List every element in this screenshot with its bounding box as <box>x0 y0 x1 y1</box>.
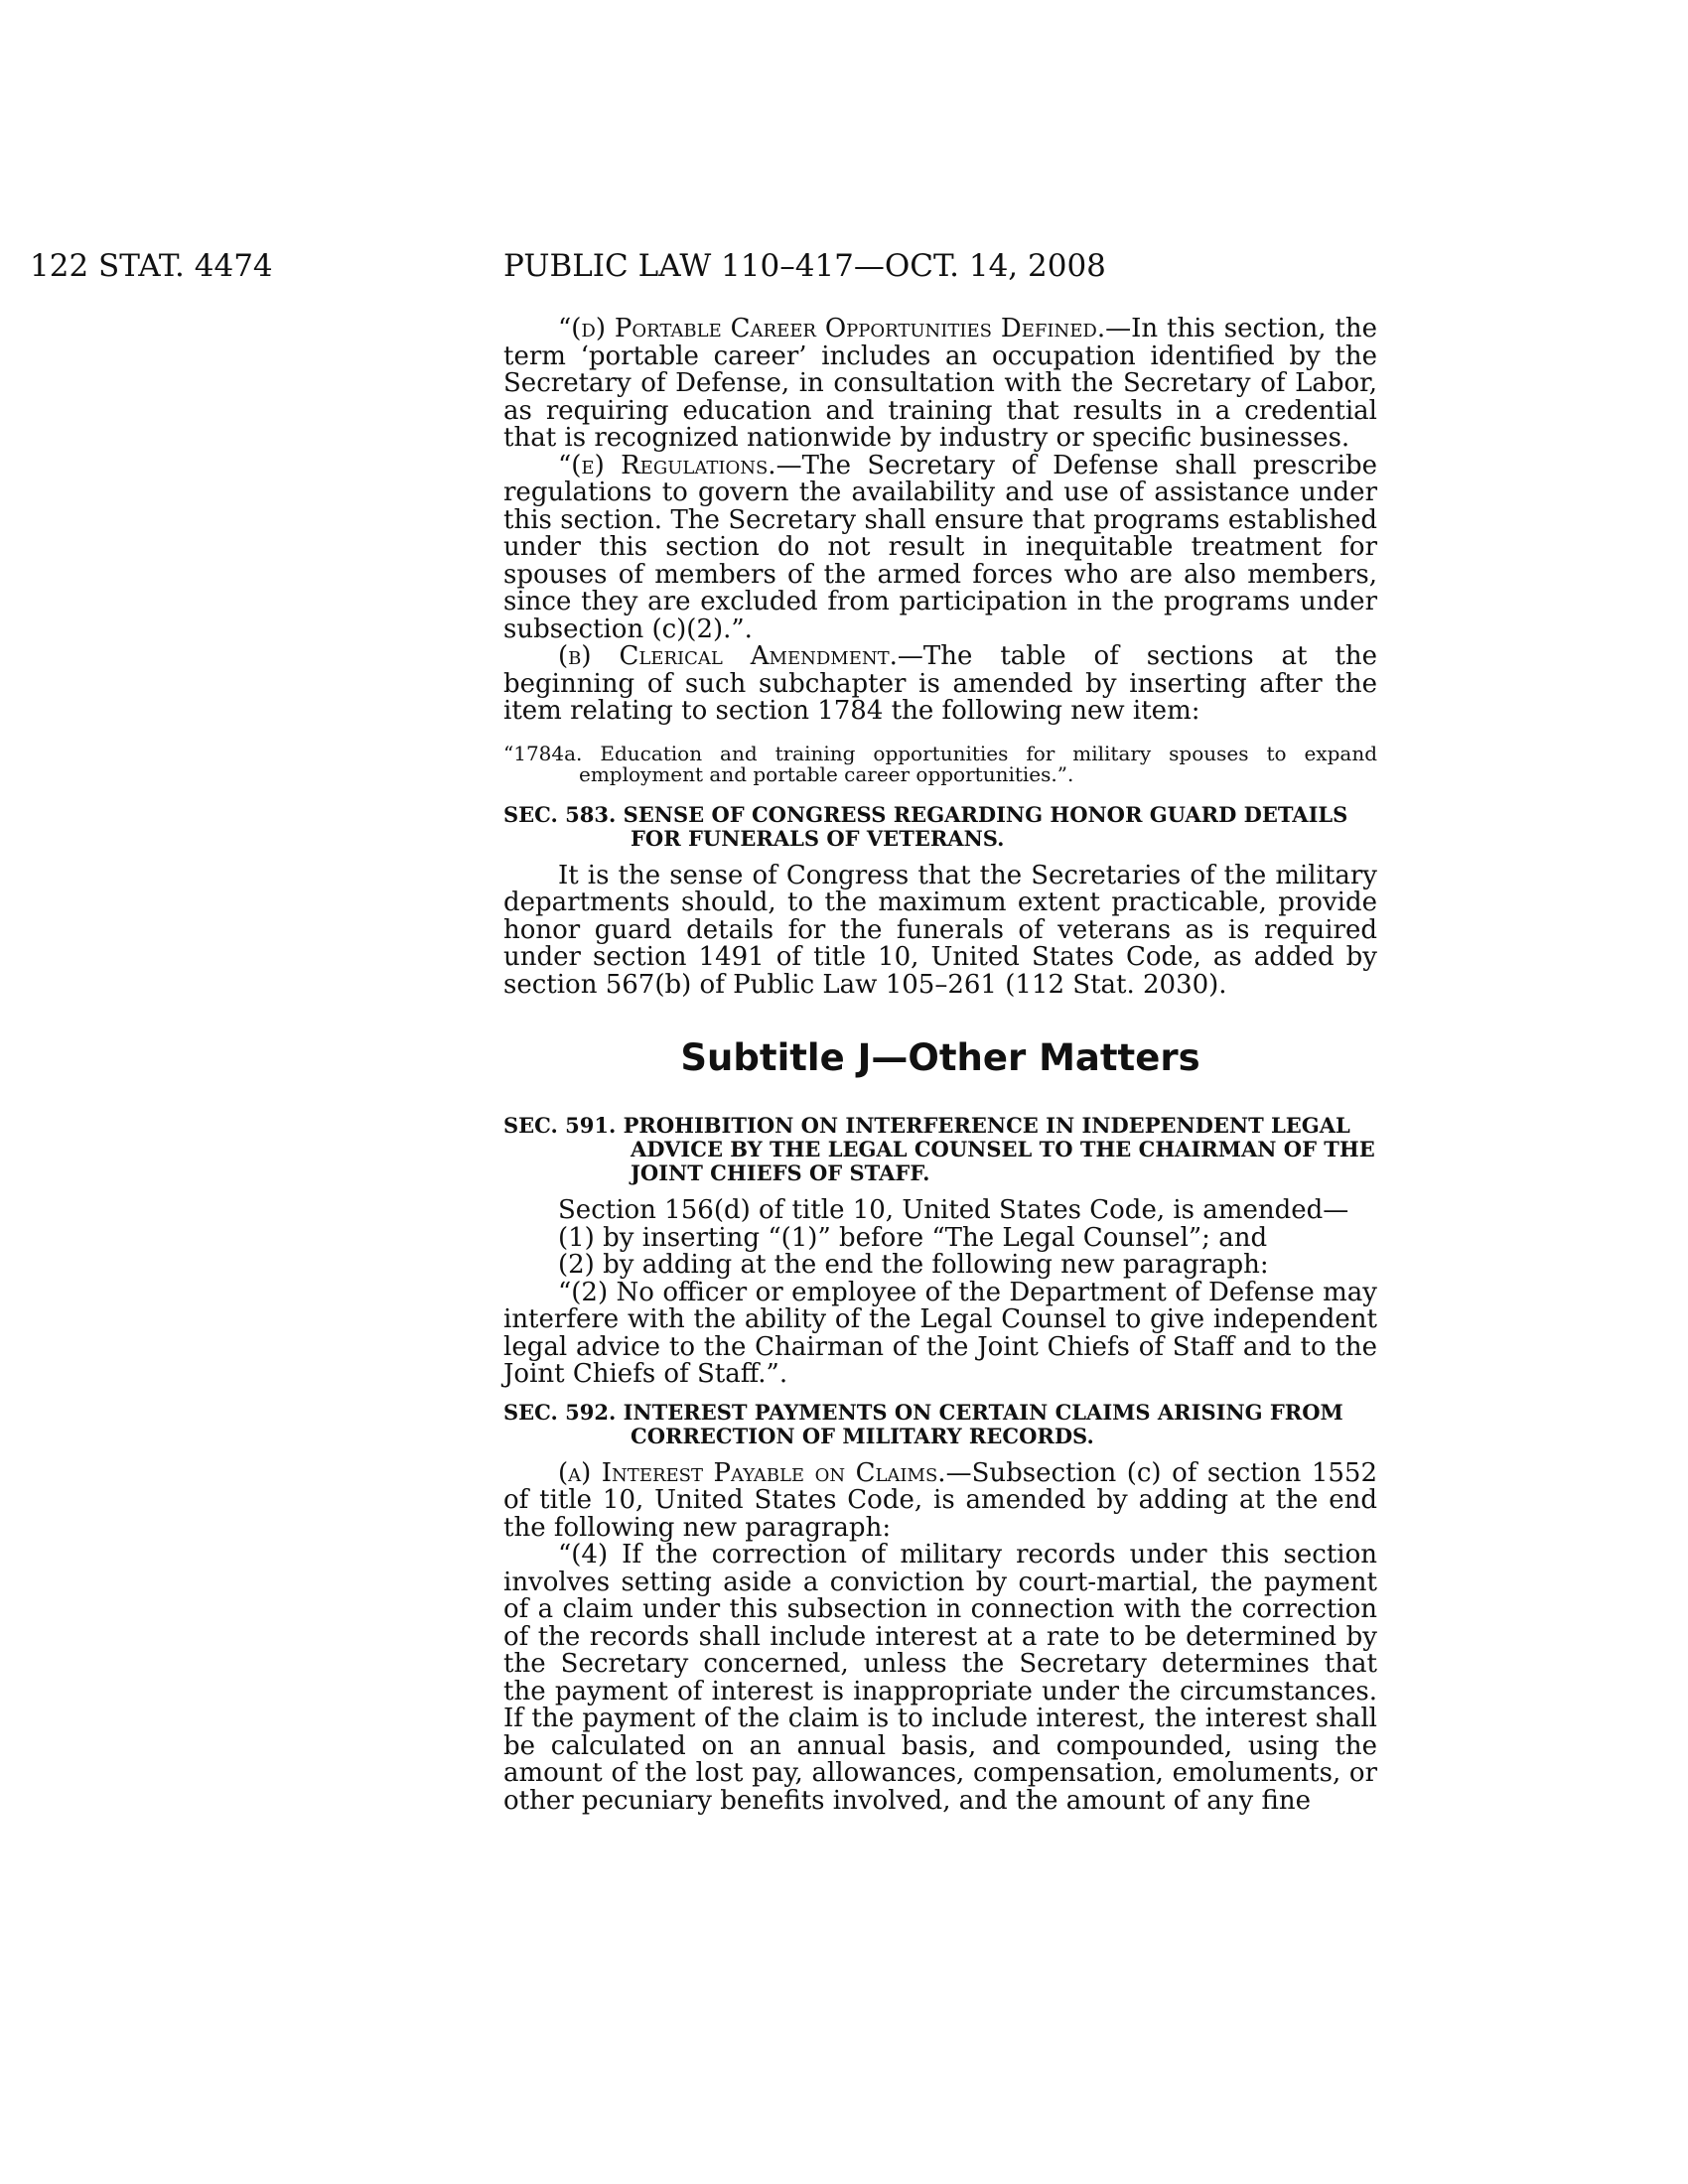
paragraph-a-heading: (a) Interest Payable on Claims. <box>558 1457 946 1488</box>
paragraph-d <box>503 316 1377 453</box>
paragraph-a-text: —Subsection (c) of section 1552 of title 10, United States Code, is amended by adding at the end the following new paragraph: <box>503 1457 1377 1543</box>
section-591-intro: Section 156(d) of title 10, United States Code, is amended— <box>558 1195 1349 1225</box>
document-body <box>503 316 1377 1815</box>
paragraph-a <box>503 1457 1377 1543</box>
paragraph-4: “(4) If the correction of military records under this section involves setting aside a conviction by court-martial, the payment of a claim under this subsection in connection with the correction of the records shall include interest at a rate to be determined by the Secretary concerned, unless the Secretary determines that the payment of interest is inappropriate under the circumstances. If the payment of the claim is to include interest, the interest shall be calculated on an annual basis, and compounded, using the amount of the lost pay, allowances, compensation, emoluments, or other pecuniary benefits involved, and the amount of any fine <box>503 1540 1377 1816</box>
section-591-quote: “(2) No officer or employee of the Department of Defense may interfere with the ability of the Legal Counsel to give independent legal advice to the Chairman of the Joint Chiefs of Staff and to the Joint Chiefs of Staff.”. <box>503 1277 1377 1389</box>
law-title-header: PUBLIC LAW 110–417—OCT. 14, 2008 <box>503 248 1106 284</box>
paragraph-b-heading: (b) Clerical Amendment. <box>558 641 898 671</box>
section-591-item-1: (1) by inserting “(1)” before “The Legal Counsel”; and <box>558 1222 1268 1253</box>
section-592-heading: SEC. 592. INTEREST PAYMENTS ON CERTAIN CLAIMS ARISING FROM CORRECTION OF MILITARY RECORDS. <box>503 1399 1343 1448</box>
section-591-item-2: (2) by adding at the end the following new paragraph: <box>558 1250 1269 1280</box>
page-reference: 122 STAT. 4474 <box>30 248 273 284</box>
table-of-sections-item: “1784a. Education and training opportunities for military spouses to expand employment and portable career opportunities.”. <box>503 741 1377 786</box>
paragraph-d-heading: “(d) Portable Career Opportunities Defined. <box>558 314 1106 343</box>
paragraph-d-text: —In this section, the term ‘portable career’ includes an occupation identified by the Secretary of Defense, in consultation with the Secretary of Labor, as requiring education and training that results in a credential that is recognized nationwide by industry or specific businesses. <box>503 314 1377 453</box>
section-591-heading: SEC. 591. PROHIBITION ON INTERFERENCE IN INDEPENDENT LEGAL ADVICE BY THE LEGAL COUNSEL TO THE CHAIRMAN OF THE JOINT CHIEFS OF STAFF. <box>503 1113 1375 1185</box>
paragraph-b-text: —The table of sections at the beginning of such subchapter is amended by inserting after the item relating to section 1784 the following new item: <box>503 641 1377 726</box>
paragraph-e <box>503 450 1377 644</box>
section-583-heading: SEC. 583. SENSE OF CONGRESS REGARDING HONOR GUARD DETAILS FOR FUNERALS OF VETERANS. <box>503 801 1348 851</box>
paragraph-e-text: —The Secretary of Defense shall prescribe regulations to govern the availability and use of assistance under this section. The Secretary shall ensure that programs established under this section do not result in inequitable treatment for spouses of members of the armed forces who are also members, since they are excluded from participation in the programs under subsection (c)(2).”. <box>503 450 1377 644</box>
section-583-text: It is the sense of Congress that the Secretaries of the military departments should, to the maximum extent practicable, provide honor guard details for the funerals of veterans as is required under section 1491 of title 10, United States Code, as added by section 567(b) of Public Law 105–261 (112 Stat. 2030). <box>503 860 1377 1000</box>
paragraph-e-heading: “(e) Regulations. <box>558 450 776 480</box>
subtitle-heading: Subtitle J—Other Matters <box>680 1036 1200 1079</box>
paragraph-b <box>503 643 1377 726</box>
